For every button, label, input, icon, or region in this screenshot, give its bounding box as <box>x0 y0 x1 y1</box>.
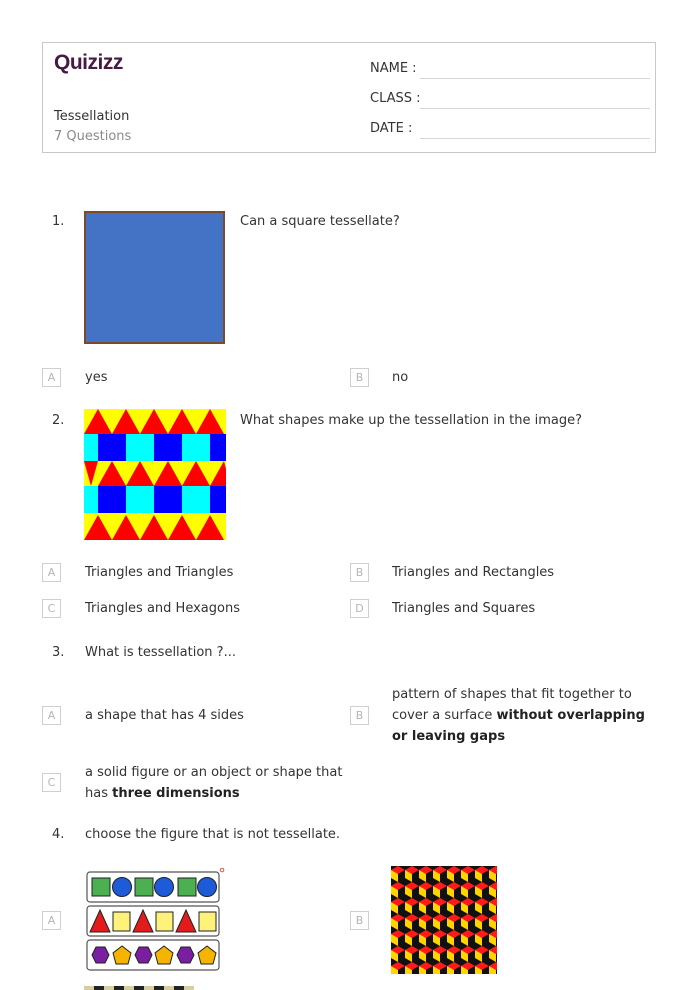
q3-option-c-text[interactable] <box>85 762 347 804</box>
q1-option-b-text[interactable]: no <box>392 370 409 385</box>
tess-squares-band1 <box>84 434 226 461</box>
q3-option-c-plain: a solid figure or an object or shape that has <box>85 765 343 801</box>
question-2-number: 2. <box>52 413 65 428</box>
class-label: CLASS : <box>370 91 421 106</box>
question-1-number: 1. <box>52 214 65 229</box>
date-field[interactable] <box>370 121 650 141</box>
name-line[interactable] <box>420 78 650 79</box>
q2-option-c-letter[interactable]: C <box>42 599 61 618</box>
question-3-number: 3. <box>52 645 65 660</box>
next-question-image-peek <box>84 986 194 990</box>
class-line[interactable] <box>420 108 650 109</box>
class-field[interactable] <box>370 91 650 111</box>
name-label: NAME : <box>370 61 417 76</box>
q2-option-b-letter[interactable]: B <box>350 563 369 582</box>
q3-option-b-letter[interactable]: B <box>350 706 369 725</box>
question-2-text: What shapes make up the tessellation in the image? <box>240 413 583 428</box>
tess-squares-band2 <box>84 486 226 513</box>
q2-option-d-letter[interactable]: D <box>350 599 369 618</box>
q4-option-b-letter[interactable]: B <box>350 911 369 930</box>
q3-option-a-text[interactable]: a shape that has 4 sides <box>85 708 244 723</box>
worksheet-header <box>42 42 656 153</box>
shape-rows-image[interactable] <box>86 868 226 974</box>
blue-square-image <box>84 211 225 344</box>
q3-option-c-letter[interactable]: C <box>42 773 61 792</box>
triangle-square-tessellation-image <box>84 409 226 540</box>
red-yellow-black-tessellation-image[interactable] <box>391 866 497 974</box>
q3-option-a-letter[interactable]: A <box>42 706 61 725</box>
quizizz-logo: Quizizz <box>54 51 123 74</box>
q3-option-b-bold: without overlapping or leaving gaps <box>392 708 645 744</box>
question-3-text: What is tessellation ?... <box>85 645 236 660</box>
q3-option-b-text[interactable] <box>392 684 660 747</box>
q2-option-c-text[interactable]: Triangles and Hexagons <box>85 601 240 616</box>
q2-option-a-letter[interactable]: A <box>42 563 61 582</box>
name-field[interactable] <box>370 61 650 81</box>
q3-option-c-bold: three dimensions <box>112 786 240 801</box>
worksheet-title: Tessellation <box>54 109 130 124</box>
date-line[interactable] <box>420 138 650 139</box>
q4-option-a-letter[interactable]: A <box>42 911 61 930</box>
q2-option-d-text[interactable]: Triangles and Squares <box>392 601 536 616</box>
q1-option-a-letter[interactable]: A <box>42 368 61 387</box>
question-1-text: Can a square tessellate? <box>240 214 400 229</box>
q1-option-a-text[interactable]: yes <box>85 370 108 385</box>
question-count: 7 Questions <box>54 129 132 144</box>
q2-option-b-text[interactable]: Triangles and Rectangles <box>392 565 555 580</box>
question-4-text: choose the figure that is not tessellate. <box>85 827 341 842</box>
q1-option-b-letter[interactable]: B <box>350 368 369 387</box>
q3-option-b-plain: pattern of shapes that fit together to cover a surface <box>392 687 632 723</box>
q2-option-a-text[interactable]: Triangles and Triangles <box>85 565 234 580</box>
question-4-number: 4. <box>52 827 65 842</box>
date-label: DATE : <box>370 121 413 136</box>
